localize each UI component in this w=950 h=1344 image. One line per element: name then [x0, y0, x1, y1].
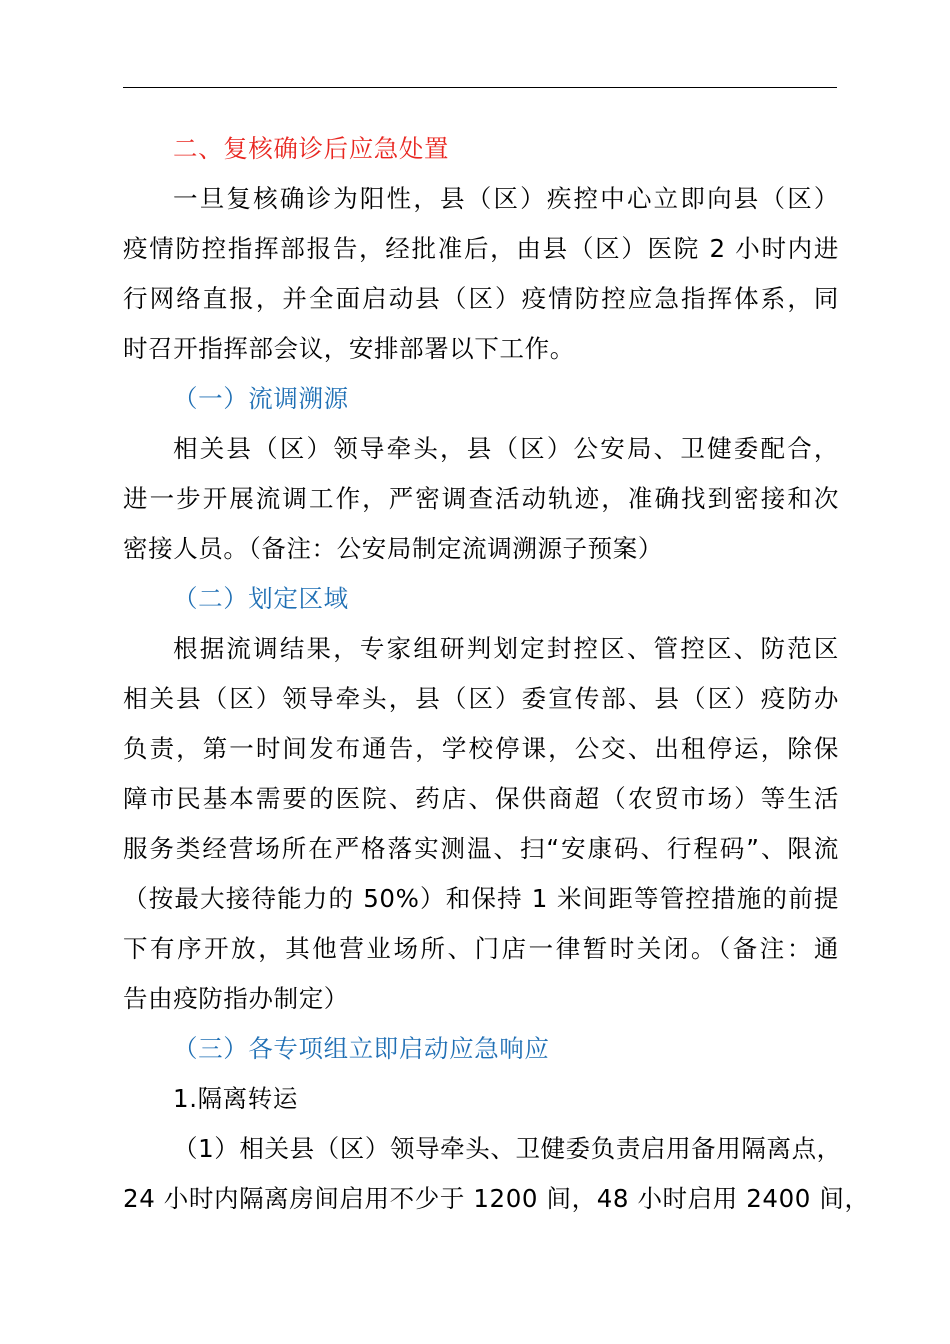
paragraph-line: 相关县（区）领导牵头，县（区）公安局、卫健委配合， [173, 434, 839, 463]
paragraph-line: 相关县（区）领导牵头，县（区）委宣传部、县（区）疫防办 [123, 684, 839, 713]
section-heading: 二、复核确诊后应急处置 [173, 134, 450, 163]
subheading-zoning: （二）划定区域 [173, 584, 349, 613]
paragraph-line: 障市民基本需要的医院、药店、保供商超（农贸市场）等生活 [123, 784, 839, 813]
subheading-tracing: （一）流调溯源 [173, 384, 349, 413]
paragraph-line: （1）相关县（区）领导牵头、卫健委负责启用备用隔离点， [173, 1134, 842, 1163]
item-heading: 1.隔离转运 [173, 1084, 298, 1113]
paragraph-line: 一旦复核确诊为阳性，县（区）疾控中心立即向县（区） [173, 184, 839, 213]
paragraph-line: 密接人员。（备注：公安局制定流调溯源子预案） [123, 534, 663, 563]
paragraph-line: 服务类经营场所在严格落实测温、扫“安康码、行程码”、限流 [123, 834, 839, 863]
paragraph-line: 告由疫防指办制定） [123, 984, 349, 1013]
header-rule [123, 87, 837, 88]
paragraph-line: 疫情防控指挥部报告，经批准后，由县（区）医院 2 小时内进 [123, 234, 839, 263]
paragraph-line: 进一步开展流调工作，严密调查活动轨迹，准确找到密接和次 [123, 484, 839, 513]
subheading-emergency-response: （三）各专项组立即启动应急响应 [173, 1034, 550, 1063]
paragraph-line: 下有序开放，其他营业场所、门店一律暂时关闭。（备注：通 [123, 934, 839, 963]
paragraph-line: 负责，第一时间发布通告，学校停课，公交、出租停运，除保 [123, 734, 839, 763]
paragraph-line: 根据流调结果，专家组研判划定封控区、管控区、防范区 [173, 634, 839, 663]
paragraph-line: 时召开指挥部会议，安排部署以下工作。 [123, 334, 575, 363]
paragraph-line: 行网络直报，并全面启动县（区）疫情防控应急指挥体系，同 [123, 284, 839, 313]
paragraph-line: 24 小时内隔离房间启用不少于 1200 间，48 小时启用 2400 间， [123, 1184, 870, 1213]
paragraph-line: （按最大接待能力的 50%）和保持 1 米间距等管控措施的前提 [123, 884, 839, 913]
document-body [123, 124, 870, 1224]
